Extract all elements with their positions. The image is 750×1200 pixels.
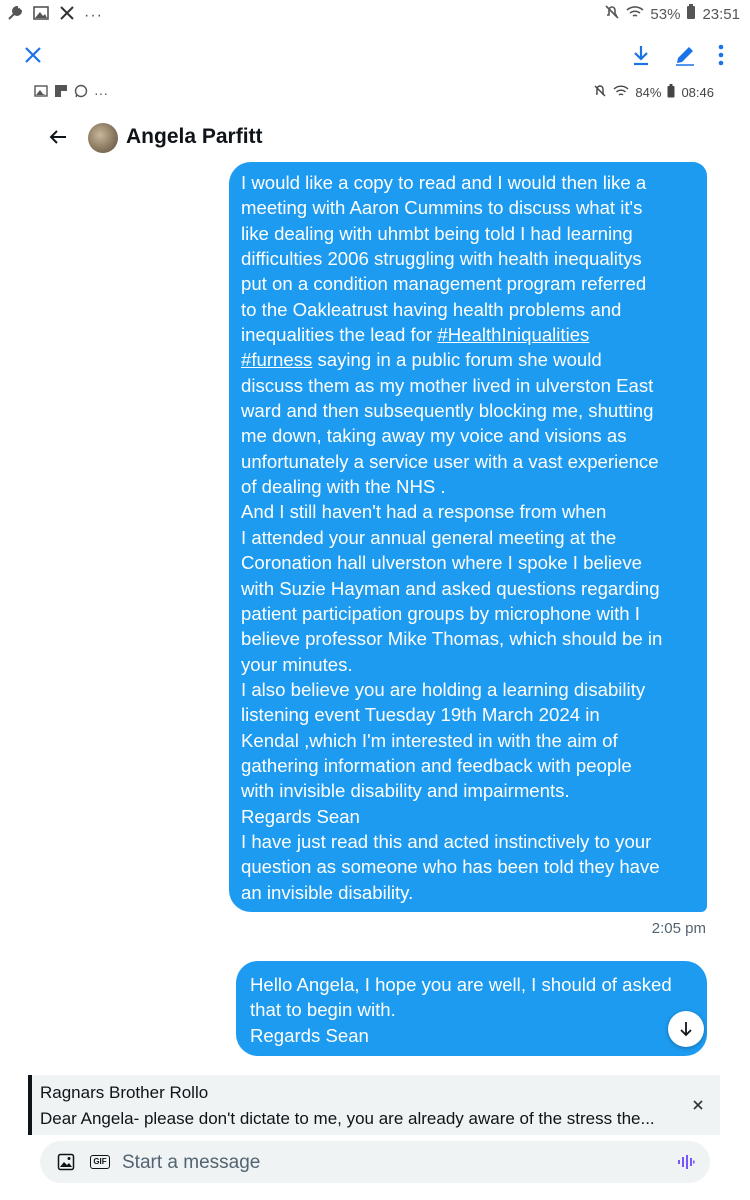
message-line: me down, taking away my voice and visions as (241, 425, 627, 447)
more-notifications-icon: ··· (94, 84, 108, 101)
message-text: inequalities the lead for (241, 324, 438, 346)
message-line: unfortunately a service user with a vast experience (241, 450, 659, 472)
message-line: difficulties 2006 struggling with health inequalitys (241, 248, 642, 270)
close-button[interactable] (16, 38, 50, 72)
voice-icon (677, 1153, 695, 1171)
close-icon (24, 46, 42, 64)
battery-percent: 84% (635, 85, 662, 100)
back-arrow-icon (49, 129, 67, 145)
more-options-button[interactable] (704, 38, 738, 72)
download-button[interactable] (624, 38, 658, 72)
message-input[interactable] (120, 1141, 664, 1185)
inner-status-bar (0, 84, 750, 106)
message-line: I have just read this and acted instinctively to your (241, 830, 652, 852)
mute-icon (604, 4, 620, 24)
scroll-to-bottom-button[interactable] (668, 1011, 704, 1047)
battery-icon (667, 84, 675, 101)
gif-icon: GIF (90, 1155, 109, 1169)
message-line: believe professor Mike Thomas, which should be in (241, 628, 663, 650)
message-line: an invisible disability. (241, 881, 414, 903)
message-line: Hello Angela, I hope you are well, I should of asked (250, 974, 672, 995)
conversation-title[interactable]: Angela Parfitt (126, 125, 263, 148)
status-system-icons (604, 4, 740, 24)
conversation-header (0, 115, 750, 161)
message-line: Kendal ,which I'm interested in with the aim of (241, 729, 618, 751)
message-line: question as someone who has been told they have (241, 856, 660, 878)
image-icon (57, 1153, 75, 1171)
back-button[interactable] (42, 121, 74, 153)
clock: 08:46 (681, 85, 714, 100)
message-line: ward and then subsequently blocking me, shutting (241, 400, 654, 422)
more-vertical-icon (718, 44, 724, 66)
voice-message-button[interactable] (674, 1150, 698, 1174)
gallery-icon (32, 4, 50, 27)
outer-status-bar (0, 0, 750, 26)
reply-snippet: Dear Angela- please don't dictate to me, you are already aware of the stress the... (40, 1109, 655, 1128)
message-line: I attended your annual general meeting at the (241, 526, 617, 548)
status-notification-icons (6, 4, 103, 27)
message-text: saying in a public forum she would (312, 349, 602, 371)
whatsapp-icon (74, 84, 88, 101)
close-icon (693, 1100, 703, 1110)
message-composer (40, 1141, 710, 1183)
message-line: Regards Sean (241, 805, 360, 827)
message-line: your minutes. (241, 653, 353, 675)
message-line: like dealing with uhmbt being told I had learning (241, 222, 633, 244)
message-line (241, 322, 695, 347)
message-line: discuss them as my mother lived in ulverston East (241, 374, 654, 396)
cancel-reply-button[interactable] (686, 1093, 710, 1117)
add-gif-button[interactable] (88, 1150, 112, 1174)
hashtag-link[interactable]: #HealthIniqualities (437, 324, 590, 346)
message-timestamp: 2:05 pm (651, 920, 706, 937)
inner-notification-icons (34, 84, 108, 101)
add-image-button[interactable] (54, 1150, 78, 1174)
message-line: gathering information and feedback with people (241, 754, 632, 776)
message-line: that to begin with. (250, 999, 396, 1021)
inner-system-icons (593, 84, 714, 101)
message-line: with invisible disability and impairments. (241, 780, 570, 802)
message-line: And I still haven't had a response from when (241, 501, 607, 523)
message-bubble[interactable] (236, 961, 707, 1056)
message-line: of dealing with the NHS . (241, 476, 446, 498)
wifi-icon (613, 84, 629, 101)
battery-icon (686, 4, 696, 24)
wifi-icon (626, 4, 644, 24)
pencil-icon (674, 44, 696, 66)
wrench-icon (6, 4, 24, 27)
message-line: meeting with Aaron Cummins to discuss what it's (241, 197, 643, 219)
x-logo-icon (58, 4, 76, 27)
hashtag-link[interactable]: #furness (241, 349, 313, 371)
reply-preview (28, 1075, 720, 1135)
gallery-icon (34, 84, 48, 101)
message-line: Coronation hall ulverston where I spoke I believe (241, 552, 643, 574)
clock: 23:51 (702, 5, 740, 23)
arrow-down-icon (679, 1021, 693, 1037)
mute-icon (593, 84, 607, 101)
message-line: patient participation groups by microphone with I (241, 602, 640, 624)
message-line: Regards Sean (250, 1024, 369, 1046)
battery-percent: 53% (650, 5, 681, 23)
more-notifications-icon: ··· (84, 6, 103, 24)
image-viewer-toolbar (0, 30, 750, 80)
reply-author: Ragnars Brother Rollo (40, 1083, 209, 1102)
avatar[interactable] (88, 123, 118, 153)
message-line: put on a condition management program referred (241, 273, 647, 295)
flipboard-icon (54, 84, 68, 101)
message-line: listening event Tuesday 19th March 2024 in (241, 704, 600, 726)
download-icon (631, 44, 651, 66)
message-bubble[interactable] (229, 162, 707, 912)
message-line: with Suzie Hayman and asked questions regarding (241, 577, 660, 599)
message-line: I would like a copy to read and I would then like a (241, 172, 647, 193)
message-line (241, 347, 695, 372)
message-line: to the Oakleatrust having health problems and (241, 298, 622, 320)
edit-button[interactable] (668, 38, 702, 72)
message-line: I also believe you are holding a learning disability (241, 678, 646, 700)
